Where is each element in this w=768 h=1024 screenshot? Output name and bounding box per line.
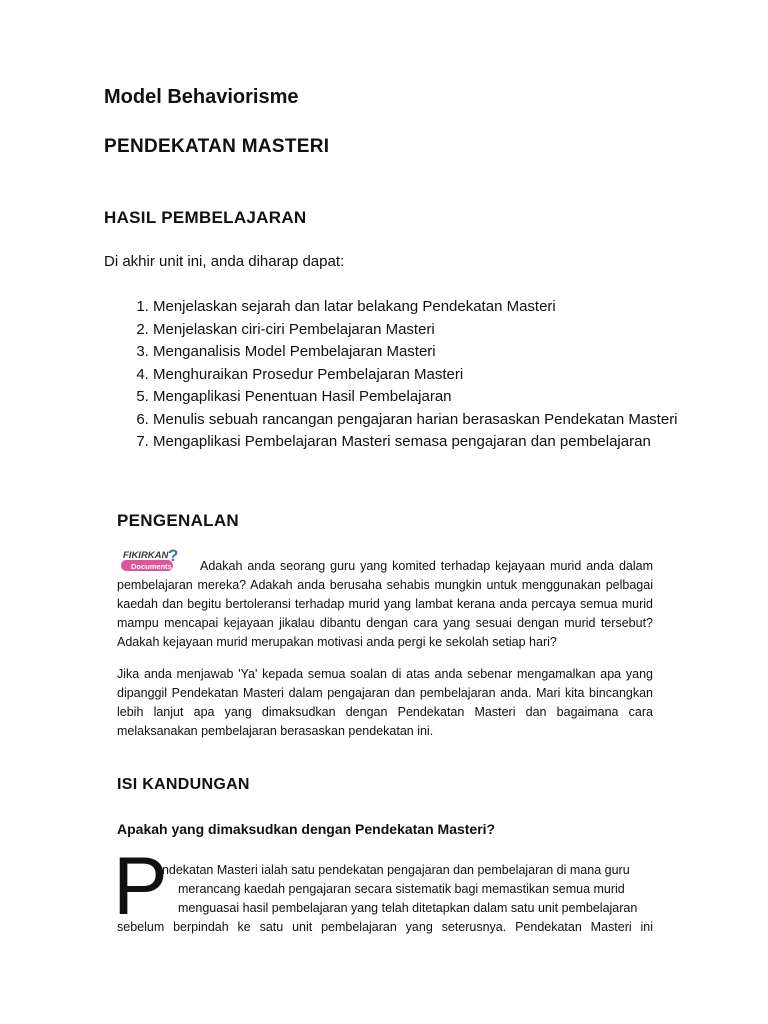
list-item: 6. Menulis sebuah rancangan pengajaran harian berasaskan Pendekatan Masteri — [153, 409, 713, 432]
drop-cap: P — [113, 841, 168, 932]
contents-line-3: menguasai hasil pembelajaran yang telah ditetapkan dalam satu unit pembelajaran — [178, 901, 638, 915]
introduction-paragraph-1: Adakah anda seorang guru yang komited terhadap kejayaan murid anda dalam pembelajaran mereka? Adakah anda berusaha sehabis mungkin untuk menggunakan pelbagai kaedah dan begitu bertoleransi terhadap murid yang lambat kerana anda percaya semua murid mampu mencapai kejayaan jikalau dibantu dengan cara yang sesuai dengan murid tersebut? Adakah kejayaan murid merupakan motivasi anda pergi ke sekolah setiap hari? — [117, 559, 653, 649]
learning-outcomes-list — [106, 296, 713, 454]
introduction-heading: PENGENALAN — [117, 511, 240, 530]
list-item: 5. Mengaplikasi Penentuan Hasil Pembelajaran — [153, 386, 713, 409]
learning-outcomes-intro: Di akhir unit ini, anda diharap dapat: — [104, 253, 345, 270]
list-item: 2. Menjelaskan ciri-ciri Pembelajaran Masteri — [153, 319, 713, 342]
list-item: 3. Menganalisis Model Pembelajaran Masteri — [153, 341, 713, 364]
contents-heading: ISI KANDUNGAN — [117, 776, 250, 793]
document-title: Model Behaviorisme — [104, 86, 299, 108]
list-item: 7. Mengaplikasi Pembelajaran Masteri semasa pengajaran dan pembelajaran — [153, 431, 713, 454]
logo-text-top: FIKIRKAN — [123, 550, 169, 561]
contents-question: Apakah yang dimaksudkan dengan Pendekatan Masteri? — [117, 821, 496, 837]
introduction-paragraph-2: Jika anda menjawab 'Ya' kepada semua soalan di atas anda sebenar mengamalkan apa yang dipanggil Pendekatan Masteri dalam pengajaran dan pembelajaran anda. Mari kita bincangkan lebih lanjut apa yang dimaksudkan dengan Pendekatan Masteri dan bagaimana cara melaksanakan pembelajaran berasaskan pendekatan ini. — [117, 667, 653, 738]
list-item: 1. Menjelaskan sejarah dan latar belakang Pendekatan Masteri — [153, 296, 713, 319]
logo-question-mark: ? — [168, 547, 179, 565]
logo-text-bottom: Documents — [131, 562, 172, 571]
contents-line-4: sebelum berpindah ke satu unit pembelajaran yang seterusnya. Pendekatan Masteri ini — [117, 920, 653, 934]
learning-outcomes-heading: HASIL PEMBELAJARAN — [104, 208, 307, 227]
list-item: 4. Menghuraikan Prosedur Pembelajaran Masteri — [153, 364, 713, 387]
contents-line-2: merancang kaedah pengajaran secara sistematik bagi memastikan semua murid — [178, 882, 625, 896]
document-subtitle: PENDEKATAN MASTERI — [104, 136, 330, 157]
contents-line-1: endekatan Masteri ialah satu pendekatan pengajaran dan pembelajaran di mana guru — [155, 863, 630, 877]
